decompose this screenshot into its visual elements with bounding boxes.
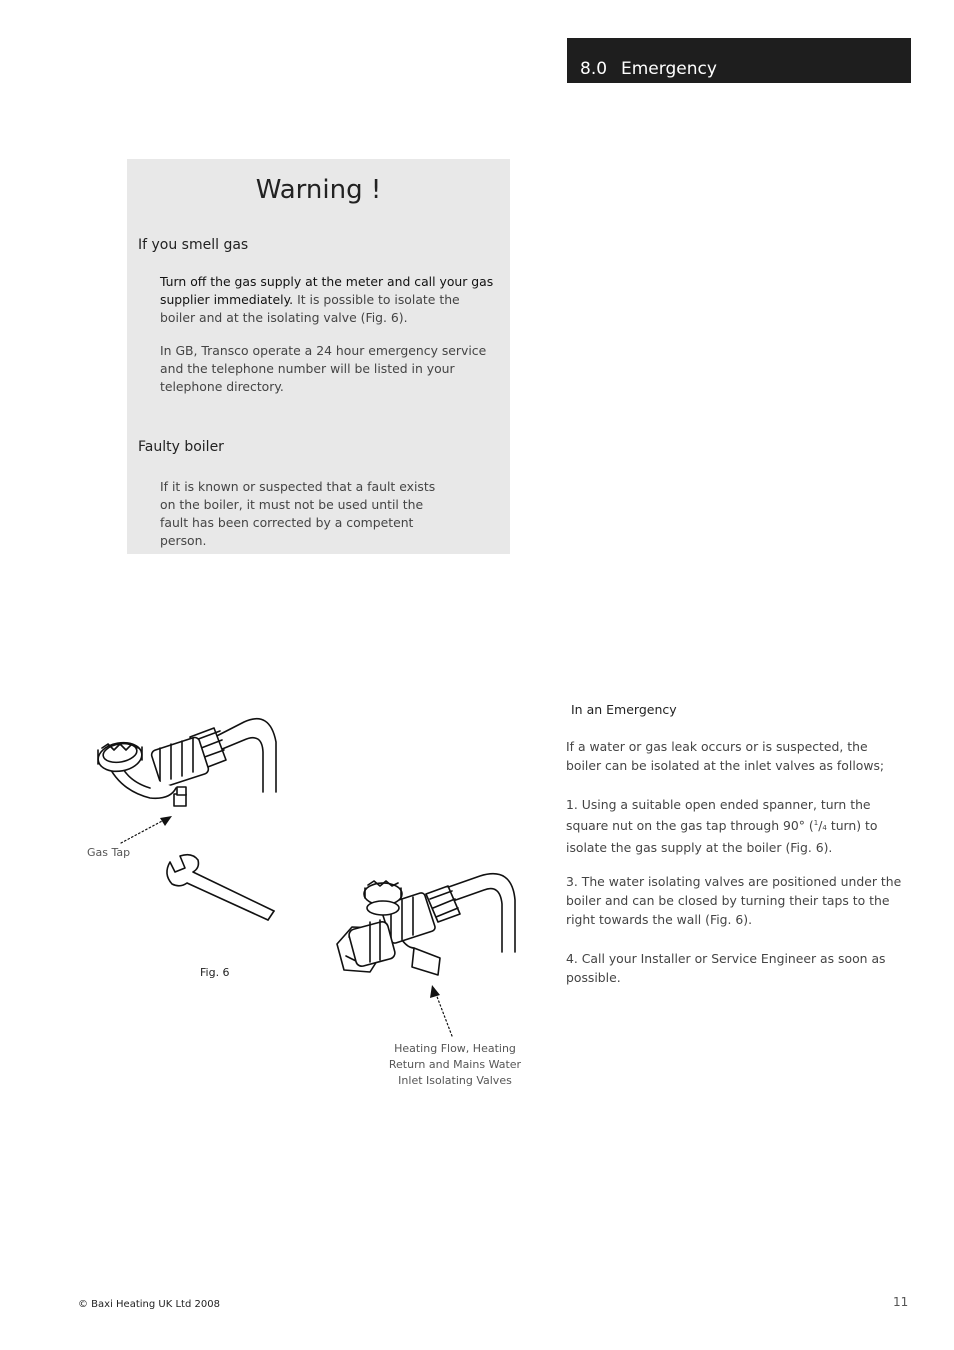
warning-title: Warning !	[255, 175, 382, 205]
transco-paragraph: In GB, Transco operate a 24 hour emergency service and the telephone number will be listed in your telephone directory.	[160, 343, 487, 394]
faulty-boiler-paragraph: If it is known or suspected that a fault exists on the boiler, it must not be used until the fault has been corrected by a competent person.	[160, 479, 436, 548]
emergency-heading: In an Emergency	[571, 702, 677, 717]
section-title: Emergency	[621, 59, 717, 79]
copyright-footer: © Baxi Heating UK Ltd 2008	[78, 1299, 220, 1310]
gas-tap-arrowhead	[160, 816, 172, 826]
smell-gas-heading: If you smell gas	[138, 237, 249, 253]
fraction-numerator: 1	[813, 819, 819, 827]
water-valve-illustration	[337, 874, 515, 975]
valve-arrowhead	[430, 985, 440, 998]
valves-label-line-2: Return and Mains Water	[388, 1058, 522, 1071]
valves-label-line-3: Inlet Isolating Valves	[398, 1074, 512, 1087]
smell-gas-isolate-note: It is possible to isolate the boiler and at the isolating valve (Fig. 6).	[160, 292, 460, 325]
fraction-denominator: 4	[822, 824, 827, 833]
page-number: 11	[893, 1295, 909, 1309]
emergency-step-3: 3. The water isolating valves are positioned under the boiler and can be closed by turning their taps to the right towards the wall (Fig. 6).	[566, 874, 902, 927]
gas-tap-label: Gas Tap	[87, 846, 131, 859]
valves-label-line-1: Heating Flow, Heating	[394, 1042, 516, 1055]
section-number: 8.0	[580, 59, 608, 79]
valves-label	[385, 1041, 525, 1089]
gas-tap-illustration	[96, 719, 276, 806]
spanner-illustration	[167, 855, 274, 920]
fraction-slash: /	[818, 818, 823, 834]
step-1-text-a: 1. Using a suitable open ended spanner, turn the square nut on the gas tap through 90° (	[566, 797, 871, 834]
step-1-text-b: turn) to isolate the gas supply at the boiler (Fig. 6).	[566, 818, 878, 856]
emergency-intro: If a water or gas leak occurs or is suspected, the boiler can be isolated at the inlet valves as follows;	[566, 739, 885, 773]
smell-gas-instruction: Turn off the gas supply at the meter and call your gas supplier immediately.	[160, 274, 494, 307]
emergency-step-4: 4. Call your Installer or Service Engineer as soon as possible.	[566, 951, 886, 985]
figure-caption: Fig. 6	[200, 966, 230, 979]
faulty-boiler-heading: Faulty boiler	[138, 439, 224, 455]
